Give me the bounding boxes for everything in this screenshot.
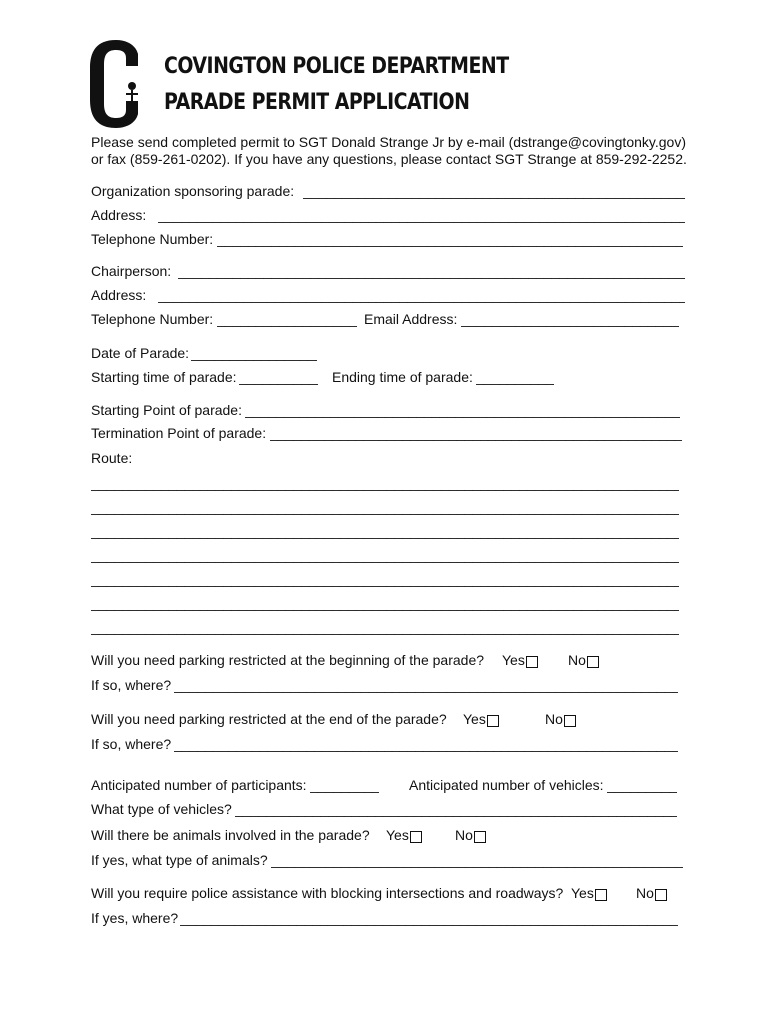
chair-address-field[interactable] [158, 287, 685, 303]
covington-logo-icon [88, 38, 144, 130]
checkbox-icon[interactable] [487, 715, 499, 727]
chair-telephone-field[interactable] [217, 311, 357, 327]
route-label: Route: [91, 450, 133, 466]
instructions-line-1: Please send completed permit to SGT Donald Strange Jr by e-mail (dstrange@covingtonky.gov) [91, 134, 686, 150]
start-time-label: Starting time of parade: [91, 369, 237, 385]
end-time-label: Ending time of parade: [332, 369, 473, 385]
organization-field[interactable] [303, 183, 685, 199]
vehicles-field[interactable] [607, 777, 677, 793]
no-label: No [545, 711, 563, 727]
yes-label: Yes [463, 711, 486, 727]
termination-point-field[interactable] [270, 425, 682, 441]
date-field[interactable] [191, 345, 317, 361]
vehicle-type-label: What type of vehicles? [91, 801, 232, 817]
email-label: Email Address: [364, 311, 458, 327]
org-telephone-label: Telephone Number: [91, 231, 214, 247]
route-line-6[interactable] [91, 595, 679, 611]
route-line-1[interactable] [91, 475, 679, 491]
checkbox-icon[interactable] [526, 656, 538, 668]
yes-label: Yes [502, 652, 525, 668]
termination-point-label: Termination Point of parade: [91, 425, 267, 441]
parking-begin-question: Will you need parking restricted at the beginning of the parade? [91, 652, 485, 668]
date-label: Date of Parade: [91, 345, 190, 361]
parking-end-yes[interactable] [463, 711, 499, 727]
parking-end-where-label: If so, where? [91, 736, 172, 752]
parking-end-no[interactable] [545, 711, 576, 727]
checkbox-icon[interactable] [564, 715, 576, 727]
organization-label: Organization sponsoring parade: [91, 183, 295, 199]
instructions-line-2: or fax (859-261-0202). If you have any questions, please contact SGT Strange at 859-292-2252. [91, 151, 687, 167]
animals-yes[interactable] [386, 827, 422, 843]
police-no[interactable] [636, 885, 667, 901]
chair-telephone-label: Telephone Number: [91, 311, 214, 327]
animals-no[interactable] [455, 827, 486, 843]
parking-begin-where-field[interactable] [174, 677, 678, 693]
org-address-field[interactable] [158, 207, 685, 223]
yes-label: Yes [386, 827, 409, 843]
parking-begin-yes[interactable] [502, 652, 538, 668]
police-yes[interactable] [571, 885, 607, 901]
checkbox-icon[interactable] [655, 889, 667, 901]
police-where-label: If yes, where? [91, 910, 179, 926]
route-line-2[interactable] [91, 499, 679, 515]
start-time-field[interactable] [239, 369, 318, 385]
checkbox-icon[interactable] [587, 656, 599, 668]
route-line-7[interactable] [91, 619, 679, 635]
chairperson-field[interactable] [178, 263, 685, 279]
checkbox-icon[interactable] [474, 831, 486, 843]
participants-label: Anticipated number of participants: [91, 777, 307, 793]
no-label: No [636, 885, 654, 901]
checkbox-icon[interactable] [410, 831, 422, 843]
parking-end-where-field[interactable] [174, 736, 678, 752]
email-field[interactable] [461, 311, 679, 327]
no-label: No [568, 652, 586, 668]
vehicle-type-field[interactable] [235, 801, 677, 817]
parking-begin-no[interactable] [568, 652, 599, 668]
form-title: PARADE PERMIT APPLICATION [164, 90, 470, 115]
chair-address-label: Address: [91, 287, 147, 303]
parking-end-question: Will you need parking restricted at the end of the parade? [91, 711, 447, 727]
parking-begin-where-label: If so, where? [91, 677, 172, 693]
org-telephone-field[interactable] [217, 231, 683, 247]
department-title: COVINGTON POLICE DEPARTMENT [164, 54, 509, 79]
police-question: Will you require police assistance with blocking intersections and roadways? [91, 885, 564, 901]
yes-label: Yes [571, 885, 594, 901]
police-where-field[interactable] [180, 910, 678, 926]
chairperson-label: Chairperson: [91, 263, 172, 279]
no-label: No [455, 827, 473, 843]
end-time-field[interactable] [476, 369, 554, 385]
start-point-field[interactable] [245, 402, 680, 418]
org-address-label: Address: [91, 207, 147, 223]
route-line-3[interactable] [91, 523, 679, 539]
vehicles-label: Anticipated number of vehicles: [409, 777, 604, 793]
route-line-4[interactable] [91, 547, 679, 563]
animal-type-label: If yes, what type of animals? [91, 852, 268, 868]
animals-question: Will there be animals involved in the parade? [91, 827, 370, 843]
animal-type-field[interactable] [271, 852, 683, 868]
participants-field[interactable] [310, 777, 379, 793]
start-point-label: Starting Point of parade: [91, 402, 242, 418]
checkbox-icon[interactable] [595, 889, 607, 901]
route-line-5[interactable] [91, 571, 679, 587]
instructions [91, 134, 701, 168]
